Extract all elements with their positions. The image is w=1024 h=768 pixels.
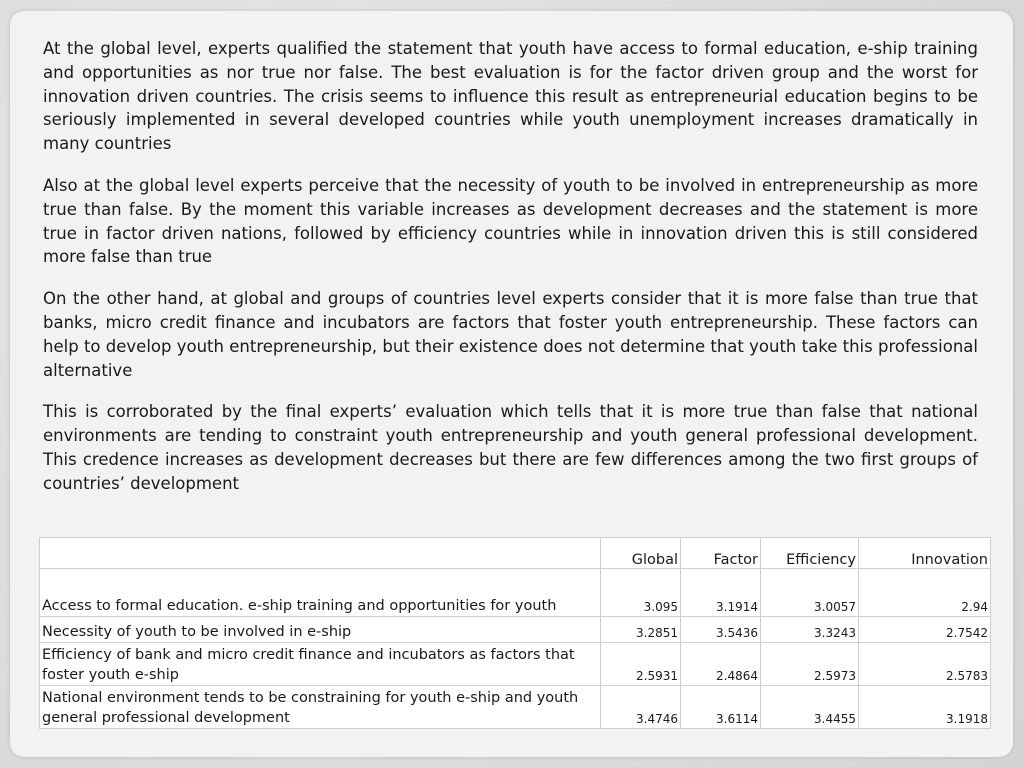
row-label: Access to formal education. e-ship training and opportunities for youth [40,569,601,617]
cell-efficiency: 3.3243 [761,617,859,643]
cell-innovation: 2.7542 [859,617,991,643]
header-cell-innovation: Innovation [859,538,991,569]
cell-innovation: 3.1918 [859,686,991,729]
cell-efficiency: 3.4455 [761,686,859,729]
table-row [40,569,991,617]
cell-factor: 2.4864 [681,643,761,686]
cell-efficiency: 2.5973 [761,643,859,686]
row-label: National environment tends to be constraining for youth e-ship and youth general professional development [40,686,601,729]
results-table [39,537,991,729]
cell-efficiency: 3.0057 [761,569,859,617]
table-header-row [40,538,991,569]
header-cell-factor: Factor [681,538,761,569]
paragraph-2: Also at the global level experts perceive that the necessity of youth to be involved in entrepreneurship as more true than false. By the moment this variable increases as development decreases and the statement is more true in factor driven nations, followed by efficiency countries while in innovation driven this is still considered more false than true [43,175,978,267]
cell-global: 2.5931 [601,643,681,686]
paragraph-1: At the global level, experts qualified the statement that youth have access to formal education, e-ship training and opportunities as nor true nor false. The best evaluation is for the factor driven group and the worst for innovation driven countries. The crisis seems to influence this result as entrepreneurial education begins to be seriously implemented in several developed countries while youth unemployment increases dramatically in many countries [43,39,978,154]
cell-global: 3.4746 [601,686,681,729]
cell-factor: 3.6114 [681,686,761,729]
cell-innovation: 2.5783 [859,643,991,686]
cell-global: 3.095 [601,569,681,617]
table-row [40,643,991,686]
slide [10,11,1013,757]
header-cell-efficiency: Efficiency [761,538,859,569]
paragraph-3: On the other hand, at global and groups of countries level experts consider that it is more false than true that banks, micro credit finance and incubators are factors that foster youth entrepreneurship. These factors can help to develop youth entrepreneurship, but their existence does not determine that youth take this professional alternative [43,289,978,380]
cell-factor: 3.5436 [681,617,761,643]
header-cell-global: Global [601,538,681,569]
header-cell-empty [40,538,601,569]
row-label: Efficiency of bank and micro credit finance and incubators as factors that foster youth e-ship [40,643,601,686]
table-row [40,686,991,729]
cell-global: 3.2851 [601,617,681,643]
cell-factor: 3.1914 [681,569,761,617]
paragraph-4: This is corroborated by the final experts’ evaluation which tells that it is more true than false that national environments are tending to constraint youth entrepreneurship and youth general professional development. This credence increases as development decreases but there are few differences among the two first groups of countries’ development [43,402,978,493]
table-row [40,617,991,643]
text-body [43,37,978,514]
cell-innovation: 2.94 [859,569,991,617]
row-label: Necessity of youth to be involved in e-ship [40,617,601,643]
